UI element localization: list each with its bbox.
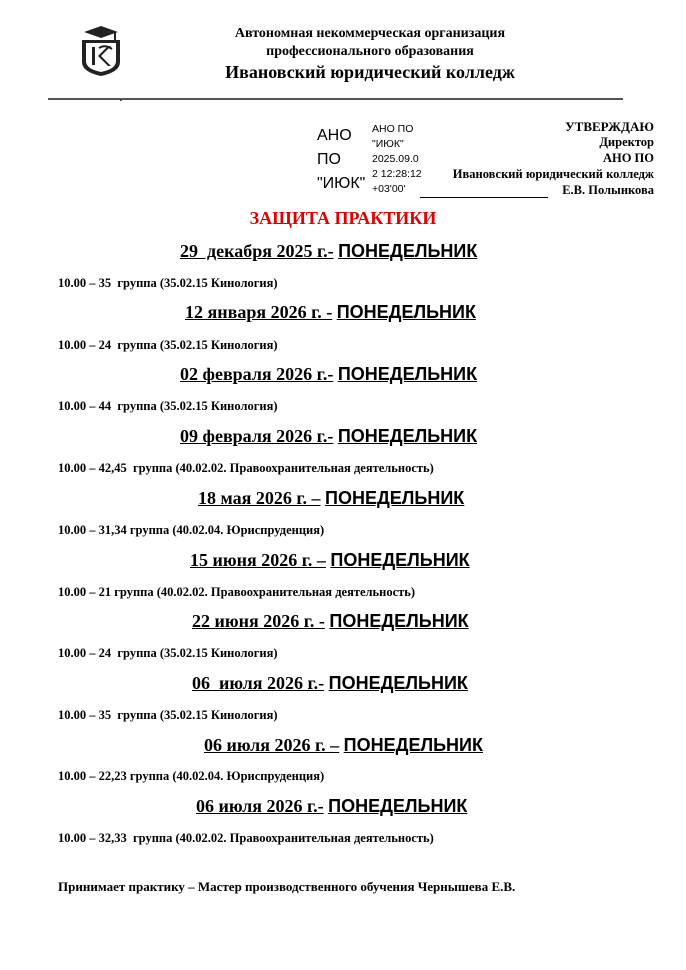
schedule-entry: 10.00 – 44 группа (35.02.15 Кинология) xyxy=(58,399,278,413)
schedule-date-heading: 06 июля 2026 г. – ПОНЕДЕЛЬНИК xyxy=(204,735,483,755)
schedule-date-heading: 09 февраля 2026 г.- ПОНЕДЕЛЬНИК xyxy=(180,426,478,446)
signature-stamp-small-line: 2 12:28:12 xyxy=(372,168,422,180)
org-name-line1: Автономная некоммерческая организация xyxy=(234,26,506,41)
schedule-entry: 10.00 – 21 группа (40.02.02. Правоохранительная деятельность) xyxy=(58,585,416,599)
schedule-date-heading: 06 июля 2026 г.- ПОНЕДЕЛЬНИК xyxy=(196,796,468,816)
signature-stamp-big-line: АНО xyxy=(317,127,352,144)
org-name-line2: профессионального образования xyxy=(266,44,474,59)
signature-stamp-small-line: АНО ПО xyxy=(372,123,414,135)
signature-stamp-small-line: 2025.09.0 xyxy=(372,153,419,165)
schedule-date-heading: 02 февраля 2026 г.- ПОНЕДЕЛЬНИК xyxy=(180,364,478,384)
schedule-entry: 10.00 – 22,23 группа (40.02.04. Юриспруденция) xyxy=(58,769,325,783)
schedule-entry: 10.00 – 35 группа (35.02.15 Кинология) xyxy=(58,276,278,290)
signature-line xyxy=(420,197,548,198)
header-divider xyxy=(48,98,623,100)
schedule-entry: 10.00 – 32,33 группа (40.02.02. Правоохранительная деятельность) xyxy=(58,831,434,845)
approval-org: АНО ПО xyxy=(602,151,654,165)
approval-heading: УТВЕРЖДАЮ xyxy=(565,119,654,134)
schedule-date-heading: 15 июня 2026 г. – ПОНЕДЕЛЬНИК xyxy=(190,550,470,570)
schedule-entry: 10.00 – 31,34 группа (40.02.04. Юриспруденция) xyxy=(58,523,325,537)
signature-stamp-big-line: ПО xyxy=(317,151,341,168)
schedule-date-heading: 22 июня 2026 г. - ПОНЕДЕЛЬНИК xyxy=(192,611,469,631)
signature-stamp-big-line: "ИЮК" xyxy=(317,175,366,192)
schedule-date-heading: 12 января 2026 г. - ПОНЕДЕЛЬНИК xyxy=(185,302,476,322)
schedule-entry: 10.00 – 42,45 группа (40.02.02. Правоохранительная деятельность) xyxy=(58,461,434,475)
schedule-date-heading: 06 июля 2026 г.- ПОНЕДЕЛЬНИК xyxy=(192,673,468,693)
schedule-date-heading: 29 декабря 2025 г.- ПОНЕДЕЛЬНИК xyxy=(180,241,478,261)
signature-stamp-small-line: +03'00' xyxy=(372,183,406,195)
schedule-entry: 10.00 – 35 группа (35.02.15 Кинология) xyxy=(58,708,278,722)
signature-stamp-small-line: "ИЮК" xyxy=(372,138,404,150)
approval-signer: Е.В. Полынкова xyxy=(562,183,654,197)
approval-college: Ивановский юридический колледж xyxy=(452,167,654,181)
college-name: Ивановский юридический колледж xyxy=(225,62,515,82)
college-logo xyxy=(78,22,124,78)
schedule-date-heading: 18 мая 2026 г. – ПОНЕДЕЛЬНИК xyxy=(198,488,465,508)
header-divider-mark xyxy=(120,99,122,101)
practice-supervisor-note: Принимает практику – Мастер производственного обучения Чернышева Е.В. xyxy=(58,879,516,894)
document-title: ЗАЩИТА ПРАКТИКИ xyxy=(249,208,437,228)
schedule-entry: 10.00 – 24 группа (35.02.15 Кинология) xyxy=(58,338,278,352)
approval-position: Директор xyxy=(599,135,654,149)
schedule-entry: 10.00 – 24 группа (35.02.15 Кинология) xyxy=(58,646,278,660)
